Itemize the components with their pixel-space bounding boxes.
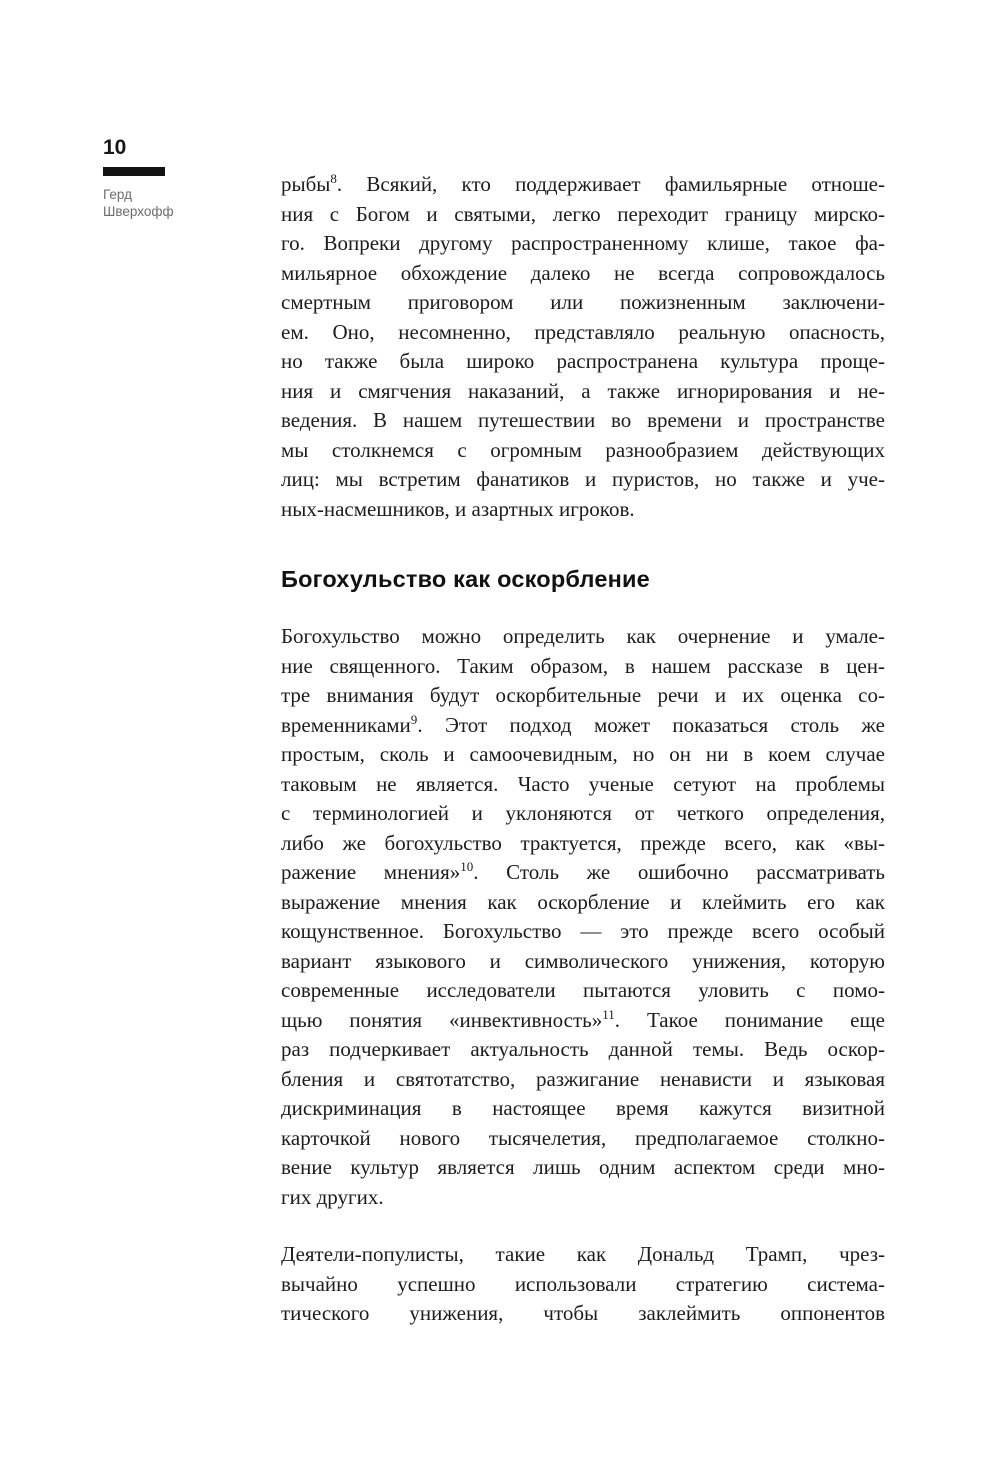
- text-line: кощунственное. Богохульство — это прежде всего особый: [281, 919, 885, 943]
- text-line: выражение мнения как оскорбление и клеймить его как: [281, 889, 885, 914]
- text-line: щью понятия «инвективность»$^{11}$. Такое понимание еще: [281, 1006, 885, 1032]
- section-heading: Богохульство как оскорбление: [281, 566, 650, 592]
- footnote-ref: 10: [460, 859, 474, 874]
- text-line: тического унижения, чтобы заклеймить оппонентов: [281, 1301, 885, 1325]
- page-marginalia: [103, 136, 273, 220]
- paragraph-intro: [281, 170, 885, 524]
- author-last-name: Шверхофф: [103, 204, 174, 219]
- text-line: либо же богохульство трактуется, прежде всего, как «вы-: [281, 830, 885, 855]
- text-line: карточкой нового тысячелетия, предполагаемое столкно-: [281, 1125, 885, 1150]
- text-line: раз подчеркивает актуальность данной темы. Ведь оскор-: [281, 1037, 885, 1061]
- text-line: с терминологией и уклоняются от четкого определения,: [281, 801, 885, 825]
- text-line: вариант языкового и символического унижения, которую: [281, 948, 885, 973]
- text-line: ных-насмешников, и азартных игроков.: [281, 496, 635, 521]
- text-line: смертным приговором или пожизненным заключени-: [281, 290, 885, 314]
- text-line: гих других.: [281, 1184, 384, 1209]
- footnote-ref: 8: [330, 171, 337, 186]
- text-line: мы столкнемся с огромным разнообразием действующих: [281, 437, 885, 462]
- author-first-name: Герд: [103, 187, 132, 202]
- text-line: мильярное обхождение далеко не всегда сопровождалось: [281, 260, 885, 285]
- header-rule: [103, 167, 165, 176]
- author-name: [103, 186, 273, 220]
- text-line: вычайно успешно использовали стратегию система-: [281, 1271, 885, 1296]
- text-line: го. Вопреки другому распространенному клише, такое фа-: [281, 231, 885, 255]
- text-line: простым, сколь и самоочевидным, но он ни в коем случае: [281, 742, 885, 766]
- text-line: ем. Оно, несомненно, представляло реальную опасность,: [281, 319, 885, 344]
- text-line: таковым не является. Часто ученые сетуют на проблемы: [281, 771, 885, 796]
- text-line: временниками$^9$. Этот подход может показаться столь же: [281, 711, 885, 737]
- text-line: лиц: мы встретим фанатиков и пуристов, но также и уче-: [281, 467, 885, 491]
- text-line: ния и смягчения наказаний, а также игнорирования и не-: [281, 378, 885, 403]
- page-number: 10: [103, 136, 127, 159]
- footnote-ref: 11: [602, 1006, 615, 1022]
- text-line: ния с Богом и святыми, легко переходит границу мирско-: [281, 201, 885, 226]
- text-line: дискриминация в настоящее время кажутся визитной: [281, 1096, 885, 1120]
- paragraph-definition: [281, 622, 885, 1212]
- text-line: ражение мнения»$^{10}$. Столь же ошибочно рассматривать: [281, 859, 885, 884]
- text-line: Деятели-популисты, такие как Дональд Трамп, чрез-: [281, 1242, 885, 1266]
- text-line: современные исследователи пытаются уловить с помо-: [281, 978, 885, 1002]
- text-line: рыбы$^8$. Всякий, кто поддерживает фамильярные отноше-: [281, 171, 885, 196]
- text-line: вение культур является лишь одним аспектом среди мно-: [281, 1155, 885, 1179]
- text-line: бления и святотатство, разжигание ненависти и языковая: [281, 1066, 885, 1091]
- text-line: ведения. В нашем путешествии во времени и пространстве: [281, 408, 885, 432]
- text-column: [281, 170, 885, 1329]
- paragraph-populists: [281, 1240, 885, 1329]
- text-line: ние священного. Таким образом, в нашем рассказе в цен-: [281, 653, 885, 678]
- footnote-ref: 9: [410, 711, 418, 727]
- text-line: но также была широко распространена культура проще-: [281, 349, 885, 373]
- text-line: Богохульство можно определить как очернение и умале-: [281, 624, 885, 648]
- text-line: тре внимания будут оскорбительные речи и их оценка со-: [281, 683, 885, 707]
